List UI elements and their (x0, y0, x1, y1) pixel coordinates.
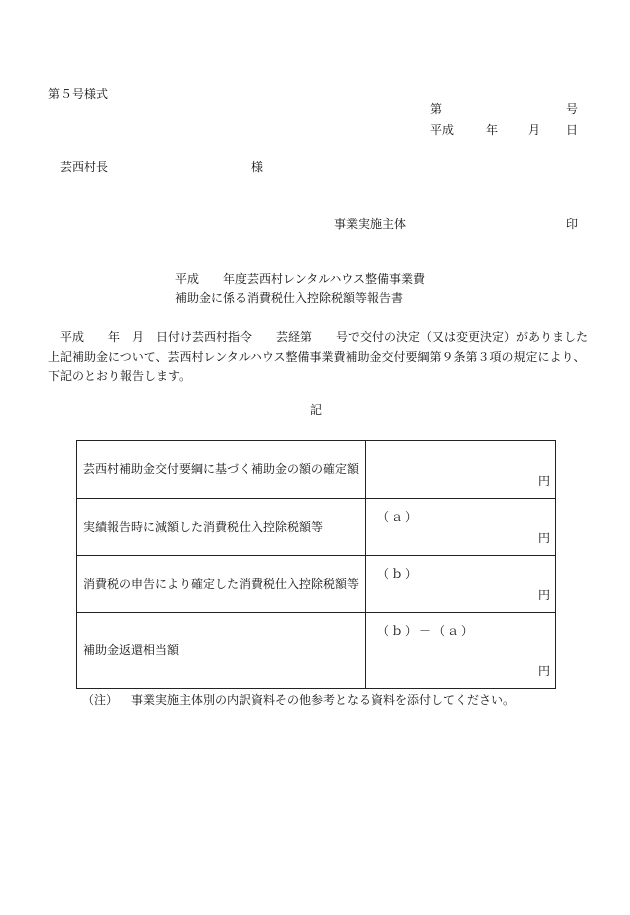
table-item-cell: 芸西村補助金交付要綱に基づく補助金の額の確定額 (77, 441, 366, 499)
yen-unit: 円 (537, 474, 550, 488)
note-text: 事業実施主体別の内訳資料その他参考となる資料を添付してください。 (131, 693, 516, 707)
date-year-label: 年 (486, 123, 499, 137)
amount-tag: （ｂ）－（ａ） (377, 624, 476, 638)
form-number: 第５号様式 (48, 87, 109, 101)
amount-tag: （ａ） (377, 510, 420, 524)
report-table (76, 440, 556, 689)
yen-unit: 円 (537, 664, 550, 678)
document-title-line1: 平成 年度芸西村レンタルハウス整備事業費 (175, 272, 426, 286)
addressee-name: 芸西村長 (60, 160, 109, 174)
table-item-cell: 消費税の申告により確定した消費税仕入控除税額等 (77, 556, 366, 613)
document-number-prefix: 第 (430, 102, 443, 116)
date-month-label: 月 (528, 123, 541, 137)
table-item-cell: 実績報告時に減額した消費税仕入控除税額等 (77, 499, 366, 556)
table-row (77, 499, 556, 556)
document-number-suffix: 号 (566, 102, 579, 116)
seal-mark: 印 (566, 217, 579, 231)
amount-tag: （ｂ） (377, 567, 420, 581)
document-title-line2: 補助金に係る消費税仕入控除税額等報告書 (175, 291, 404, 305)
table-amount-cell (366, 613, 556, 689)
date-era: 平成 (430, 123, 455, 137)
table-row (77, 613, 556, 689)
table-item-cell: 補助金返還相当額 (77, 613, 366, 689)
table-amount-cell (366, 556, 556, 613)
body-paragraph (48, 328, 590, 387)
table-amount-cell (366, 499, 556, 556)
date-day-label: 日 (566, 123, 579, 137)
applicant-label: 事業実施主体 (334, 217, 407, 231)
note-label: （注） (82, 693, 119, 707)
table-amount-cell (366, 441, 556, 499)
table-row (77, 441, 556, 499)
body-text: 平成 年 月 日付け芸西村指令 芸経第 号で交付の決定（又は変更決定）がありました上記補助金について、芸西村レンタルハウス整備事業費補助金交付要綱第９条第３項の規定により、下記のとおり報告します。 (48, 330, 589, 383)
yen-unit: 円 (537, 588, 550, 602)
ki-heading: 記 (310, 403, 323, 417)
table-row (77, 556, 556, 613)
yen-unit: 円 (537, 531, 550, 545)
addressee-honorific: 様 (251, 160, 264, 174)
